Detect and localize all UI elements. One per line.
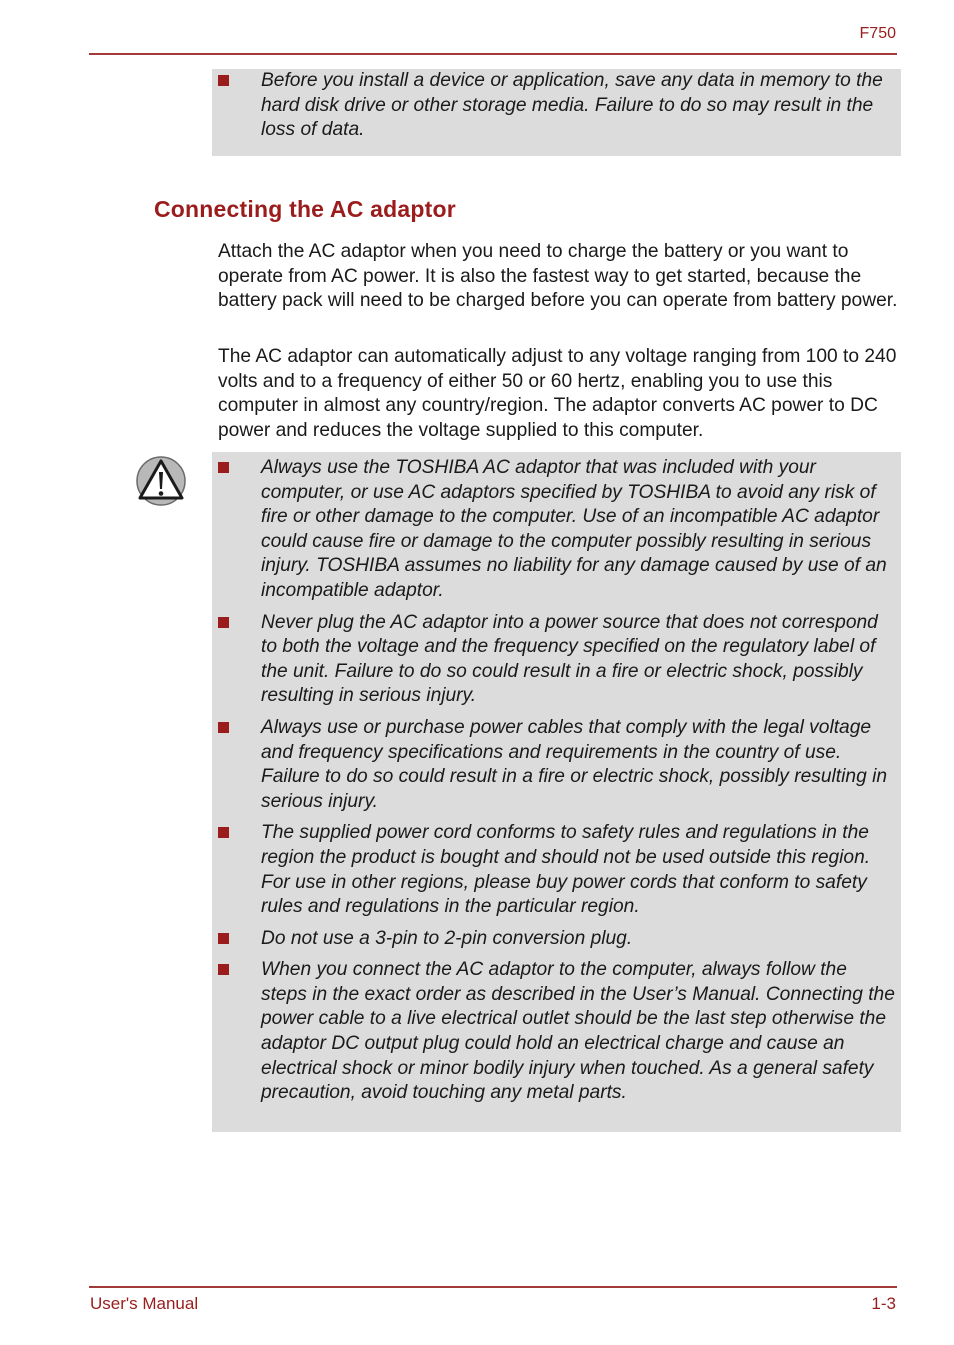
top-note-box xyxy=(212,69,901,156)
bullet-square-icon xyxy=(218,827,229,838)
bullet-square-icon xyxy=(218,462,229,473)
footer-rule xyxy=(89,1286,897,1288)
warning-item xyxy=(212,958,901,1106)
header-rule xyxy=(89,53,897,55)
note-item xyxy=(212,69,901,143)
bullet-square-icon xyxy=(218,617,229,628)
warning-item xyxy=(212,456,901,604)
bullet-square-icon xyxy=(218,722,229,733)
warning-item-text: Always use or purchase power cables that comply with the legal voltage and frequency specifications and requirements in the country of use. Failure to do so could result in a fire or electric shock, possibly resulting in serious injury. xyxy=(261,716,888,812)
note-item-text: Before you install a device or application, save any data in memory to the hard disk drive or other storage media. Failure to do so may result in the loss of data. xyxy=(261,70,883,141)
paragraph-2: The AC adaptor can automatically adjust to any voltage ranging from 100 to 240 volts and to a frequency of either 50 or 60 hertz, enabling you to use this computer in almost any country/region. The adaptor converts AC power to DC power and reduces the voltage supplied to this computer. xyxy=(218,346,897,441)
warning-item xyxy=(212,716,901,814)
bullet-square-icon xyxy=(218,933,229,944)
warning-box xyxy=(212,452,901,1132)
warning-item-text: When you connect the AC adaptor to the computer, always follow the steps in the exact order as described in the User’s Manual. Connecting the power cable to a live electrical outlet should be the last step otherwise the adaptor DC output plug could hold an electrical charge and cause an electrical shock or minor bodily injury when touched. As a general safety precaution, avoid touching any metal parts. xyxy=(261,959,895,1104)
warning-item xyxy=(212,611,901,709)
warning-item xyxy=(212,821,901,919)
warning-item-text: Do not use a 3-pin to 2-pin conversion plug. xyxy=(261,927,633,949)
bullet-square-icon xyxy=(218,964,229,975)
warning-triangle-icon xyxy=(135,455,187,507)
warning-item-text: Always use the TOSHIBA AC adaptor that was included with your computer, or use AC adaptors specified by TOSHIBA to avoid any risk of fire or other damage to the computer. Use of an incompatible AC adaptor could cause fire or damage to the computer possibly resulting in serious injury. TOSHIBA assumes no liability for any damage caused by use of an incompatible adaptor. xyxy=(261,457,887,601)
paragraph-1: Attach the AC adaptor when you need to charge the battery or you want to operate from AC power. It is also the fastest way to get started, because the battery pack will need to be charged before you can operate from battery power. xyxy=(218,241,898,312)
section-title: Connecting the AC adaptor xyxy=(154,196,456,222)
bullet-square-icon xyxy=(218,75,229,86)
header-model: F750 xyxy=(859,25,896,42)
warning-item xyxy=(212,927,901,952)
footer-page-number: 1-3 xyxy=(871,1294,896,1313)
footer-manual-title: User's Manual xyxy=(90,1294,199,1313)
warning-item-text: The supplied power cord conforms to safety rules and regulations in the region the product is bought and should not be used outside this region. For use in other regions, please buy power cords that conform to safety rules and regulations in the particular region. xyxy=(261,822,871,918)
warning-item-text: Never plug the AC adaptor into a power source that does not correspond to both the voltage and the frequency specified on the regulatory label of the unit. Failure to do so could result in a fire or electric shock, possibly resulting in serious injury. xyxy=(261,611,878,707)
